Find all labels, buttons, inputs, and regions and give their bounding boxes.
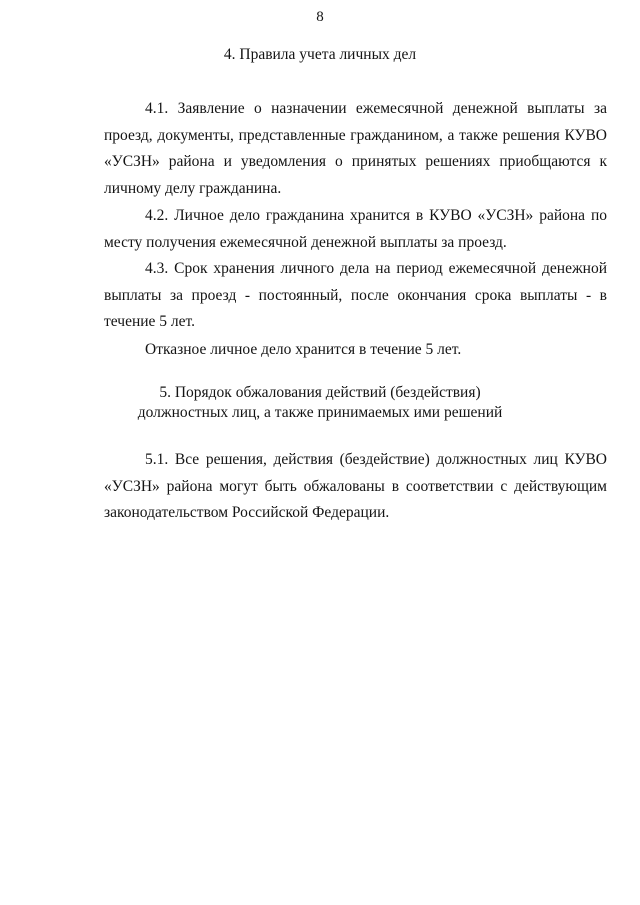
section-5-heading-line-1: 5. Порядок обжалования действий (бездействия) <box>159 384 481 401</box>
section-5-heading <box>0 383 640 423</box>
page-number: 8 <box>316 9 324 25</box>
paragraph-5-1: 5.1. Все решения, действия (бездействие) должностных лиц КУВО «УСЗН» района могут быть обжалованы в соответствии с действующим законодательством Российской Федерации. <box>104 451 607 521</box>
paragraph-4-2: 4.2. Личное дело гражданина хранится в КУВО «УСЗН» района по месту получения ежемесячной денежной выплаты за проезд. <box>104 207 607 251</box>
paragraph-refusal-storage: Отказное личное дело хранится в течение 5 лет. <box>145 341 462 358</box>
paragraph-4-1: 4.1. Заявление о назначении ежемесячной денежной выплаты за проезд, документы, представленные гражданином, а также решения КУВО «УСЗН» района и уведомления о принятых решениях приобщаются к личному делу гражданина. <box>104 100 607 197</box>
section-5-heading-line-2: должностных лиц, а также принимаемых ими решений <box>137 404 503 421</box>
section-4-heading: 4. Правила учета личных дел <box>223 46 417 63</box>
paragraph-4-3: 4.3. Срок хранения личного дела на период ежемесячной денежной выплаты за проезд - постоянный, после окончания срока выплаты - в течение 5 лет. <box>104 260 607 330</box>
